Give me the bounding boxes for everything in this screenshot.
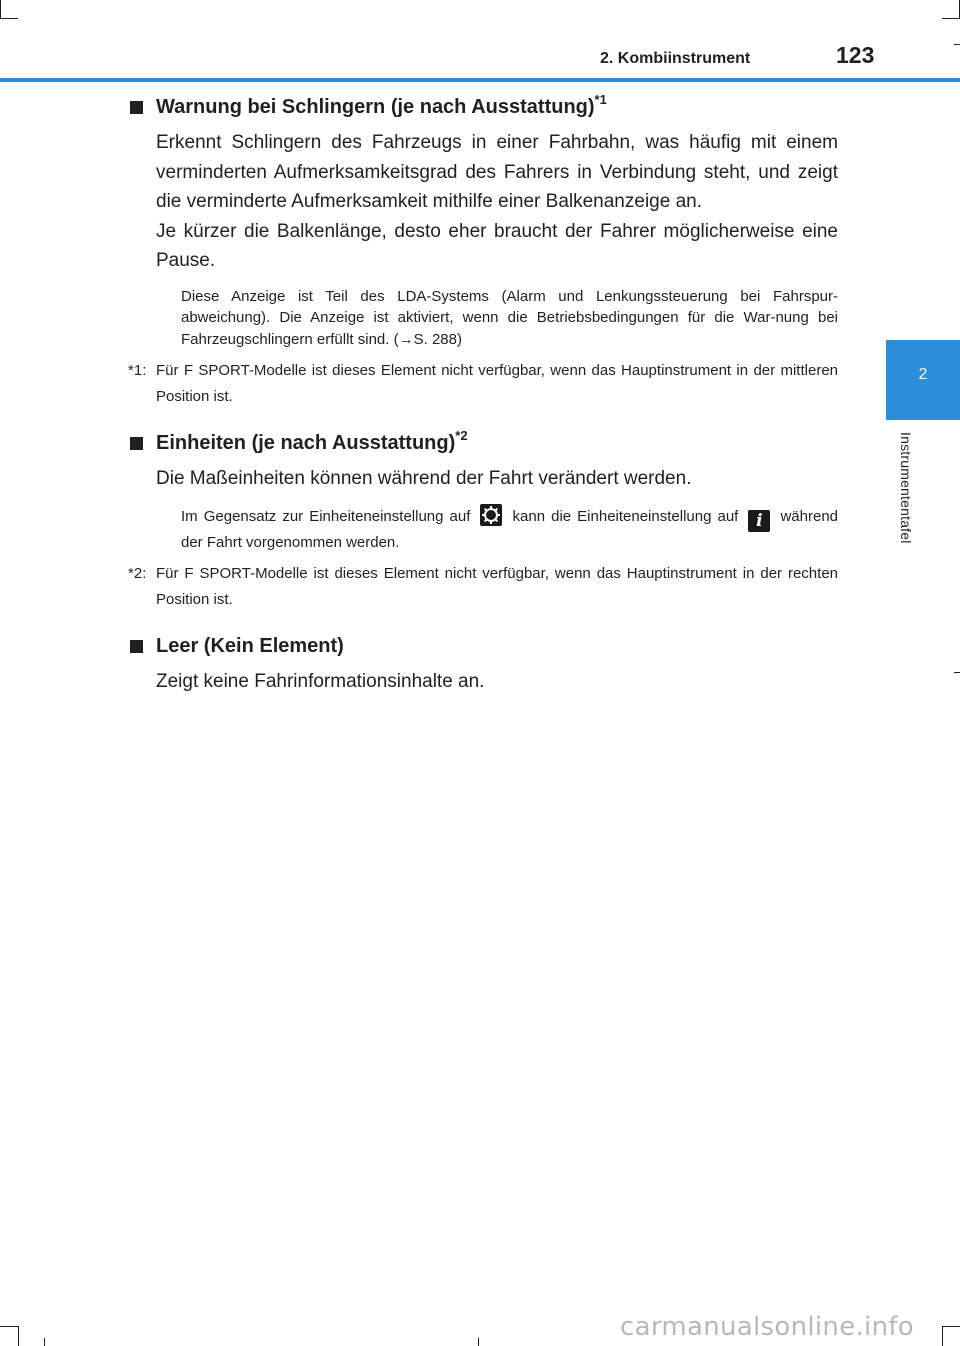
crop-mark bbox=[478, 1338, 479, 1346]
section-heading bbox=[130, 631, 838, 661]
footnote bbox=[128, 358, 838, 410]
footnote-mark bbox=[128, 358, 146, 384]
note-text: während der Fahrt vorgenommen werden. bbox=[181, 507, 839, 551]
section-heading-text: Warnung bei Schlingern (je nach Ausstattung) bbox=[156, 96, 595, 118]
crop-mark bbox=[942, 1326, 960, 1327]
chapter-tab-number: 2 bbox=[918, 366, 928, 383]
section-heading bbox=[130, 92, 838, 122]
crop-mark bbox=[0, 18, 18, 19]
crop-mark bbox=[942, 18, 960, 19]
body-paragraph: Je kürzer die Balkenlänge, desto eher braucht der Fahrer möglicherweise eine Pause. bbox=[156, 220, 838, 271]
footnote bbox=[128, 561, 838, 613]
crop-mark bbox=[942, 1326, 943, 1346]
square-bullet-icon bbox=[130, 437, 143, 450]
crop-mark bbox=[954, 44, 960, 45]
footnote-mark-colon: : bbox=[142, 565, 147, 582]
section-heading-text: Leer (Kein Element) bbox=[156, 635, 344, 657]
watermark: carmanualsonline.info bbox=[620, 1312, 915, 1342]
square-bullet-icon bbox=[130, 640, 143, 653]
crop-mark bbox=[0, 1326, 18, 1327]
footnote-mark bbox=[128, 561, 146, 587]
crop-mark bbox=[954, 672, 960, 673]
footnote-mark-text: *2 bbox=[128, 565, 143, 582]
body-paragraph: Erkennt Schlingern des Fahrzeugs in einer Fahrbahn, was häufig mit einem verminderten Aufmerksamkeitsgrad des Fahrers in Verbindung steht, und zeigt die verminderte Aufmerksamkeit mithilfe einer Balkenanzeige an. bbox=[156, 132, 838, 212]
footnote-ref[interactable]: *1 bbox=[594, 92, 607, 107]
chapter-title: 2. Kombiinstrument bbox=[600, 50, 751, 67]
note-text: Im Gegensatz zur Einheiteneinstellung auf bbox=[181, 507, 471, 525]
settings-gear-icon bbox=[480, 504, 502, 526]
crop-mark bbox=[18, 1326, 19, 1346]
page-number: 123 bbox=[836, 42, 875, 68]
info-icon: i bbox=[748, 510, 770, 532]
page-content bbox=[130, 92, 838, 697]
crop-mark bbox=[44, 1338, 45, 1346]
square-bullet-icon bbox=[130, 101, 143, 114]
footnote-mark-text: *1 bbox=[128, 362, 143, 379]
chapter-tab-label: Instrumententafel bbox=[898, 432, 914, 544]
footnote-text: Für F SPORT-Modelle ist dieses Element nicht verfügbar, wenn das Hauptinstrument in der rechten Position ist. bbox=[156, 565, 838, 608]
section-heading bbox=[130, 428, 838, 458]
note-text: kann die Einheiteneinstellung auf bbox=[512, 507, 739, 525]
footnote-mark-colon: : bbox=[142, 362, 147, 379]
note-paragraph: Diese Anzeige ist Teil des LDA-Systems (Alarm und Lenkungssteuerung bei Fahrspur-abweichung). Die Anzeige ist aktiviert, wenn die Betriebsbedingungen für die War-nung bei Fahrzeugschlingern erfüllt sind. (→S. 288) bbox=[181, 287, 838, 348]
chapter-tab[interactable] bbox=[886, 340, 960, 420]
footnote-text: Für F SPORT-Modelle ist dieses Element nicht verfügbar, wenn das Hauptinstrument in der mittleren Position ist. bbox=[156, 362, 838, 405]
body-paragraph: Zeigt keine Fahrinformationsinhalte an. bbox=[156, 671, 485, 692]
header-rule bbox=[0, 78, 960, 82]
section-heading-text: Einheiten (je nach Ausstattung) bbox=[156, 432, 456, 454]
note-paragraph bbox=[181, 504, 838, 554]
crop-mark bbox=[0, 0, 1, 18]
footnote-ref[interactable]: *2 bbox=[455, 428, 468, 443]
body-paragraph: Die Maßeinheiten können während der Fahrt verändert werden. bbox=[156, 468, 692, 489]
